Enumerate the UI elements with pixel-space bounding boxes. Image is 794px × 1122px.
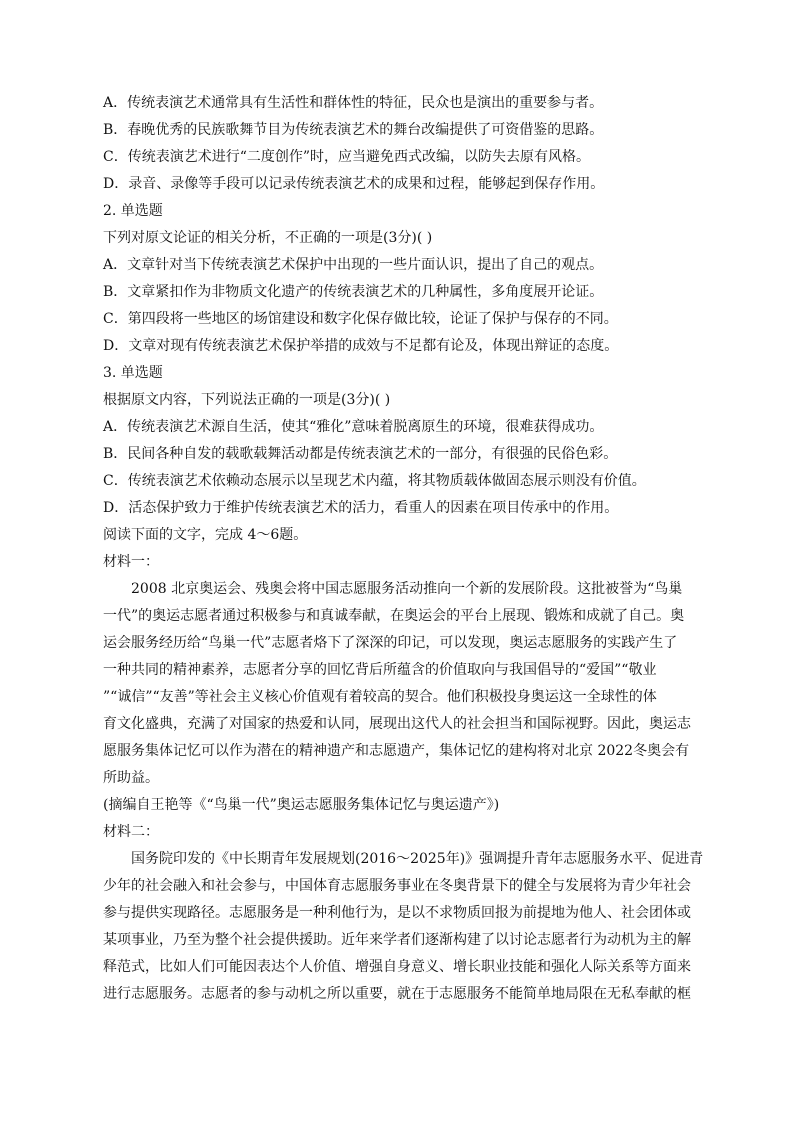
material-2 <box>103 819 703 1008</box>
material-2-heading: 材料二： <box>103 824 159 840</box>
q1-options <box>103 90 703 198</box>
exam-page <box>103 90 703 1008</box>
material-2-line: 进行志愿服务。志愿者的参与动机之所以重要，就在于志愿服务不能简单地局限在无私奉献的框 <box>103 986 691 1002</box>
q1-option-b[interactable]: B．春晚优秀的民族歌舞节目为传统表演艺术的舞台改编提供了可资借鉴的思路。 <box>103 122 604 138</box>
material-1-line: ”“诚信”“友善”等社会主义核心价值观有着较高的契合。他们积极投身奥运这一全球性的体 <box>103 689 657 705</box>
q3-option-a[interactable]: A．传统表演艺术源自生活，使其“雅化”意味着脱离原生的环境，很难获得成功。 <box>103 419 604 435</box>
material-1-line: 一代”的奥运志愿者通过积极参与和真诚奉献，在奥运会的平台上展现、锻炼和成就了自己。奥 <box>103 608 685 624</box>
q1-option-a[interactable]: A．传统表演艺术通常具有生活性和群体性的特征，民众也是演出的重要参与者。 <box>103 95 604 111</box>
material-1-line: 一种共同的精神素养，志愿者分享的回忆背后所蕴含的价值取向与我国倡导的“爱国”“敬业 <box>103 662 657 678</box>
material-1-line: 育文化盛典，充满了对国家的热爱和认同，展现出这代人的社会担当和国际视野。因此，奥运志 <box>103 716 691 732</box>
q3-option-b[interactable]: B．民间各种自发的载歌载舞活动都是传统表演艺术的一部分，有很强的民俗色彩。 <box>103 446 618 462</box>
q3-option-c[interactable]: C．传统表演艺术依赖动态展示以呈现艺术内蕴，将其物质载体做固态展示则没有价值。 <box>103 473 646 489</box>
q2-option-b[interactable]: B．文章紧扣作为非物质文化遗产的传统表演艺术的几种属性，多角度展开论证。 <box>103 284 604 300</box>
material-1-body <box>103 576 703 792</box>
q2-option-c[interactable]: C．第四段将一些地区的场馆建设和数字化保存做比较，论证了保护与保存的不同。 <box>103 311 618 327</box>
material-1-line: 运会服务经历给“鸟巢一代”志愿者烙下了深深的印记，可以发现，奥运志愿服务的实践产生了 <box>103 635 678 651</box>
material-2-line: 国务院印发的《中长期青年发展规划(2016～2025年)》强调提升青年志愿服务水平、促进青 <box>131 851 704 867</box>
q2-option-a[interactable]: A．文章针对当下传统表演艺术保护中出现的一些片面认识，提出了自己的观点。 <box>103 257 604 273</box>
material-1-source: (摘编自王艳等《“鸟巢一代”奥运志愿服务集体记忆与奥运遗产》) <box>103 797 500 813</box>
material-1-line: 所助益。 <box>103 770 159 786</box>
q2-option-d[interactable]: D．文章对现有传统表演艺术保护举措的成效与不足都有论及，体现出辩证的态度。 <box>103 338 619 354</box>
reading-instruction: 阅读下面的文字，完成 4～6题。 <box>103 527 308 543</box>
q2-stem: 下列对原文论证的相关分析，不正确的一项是(3分)( ) <box>103 230 433 246</box>
material-2-line: 参与提供实现路径。志愿服务是一种利他行为，是以不求物质回报为前提地为他人、社会团体或 <box>103 905 691 921</box>
q2-header: 2. 单选题 <box>103 203 163 219</box>
q3-header: 3. 单选题 <box>103 365 163 381</box>
material-2-body <box>103 846 703 1008</box>
q1-option-d[interactable]: D．录音、录像等手段可以记录传统表演艺术的成果和过程，能够起到保存作用。 <box>103 176 605 192</box>
material-1 <box>103 549 703 819</box>
question-3 <box>103 360 703 522</box>
q1-option-c[interactable]: C．传统表演艺术进行“二度创作”时，应当避免西式改编，以防失去原有风格。 <box>103 149 591 165</box>
material-2-line: 释范式，比如人们可能因表达个人价值、增强自身意义、增长职业技能和强化人际关系等方面来 <box>103 959 691 975</box>
material-2-line: 少年的社会融入和社会参与，中国体育志愿服务事业在冬奥背景下的健全与发展将为青少年社会 <box>103 878 691 894</box>
material-1-heading: 材料一： <box>103 554 159 570</box>
material-1-line: 愿服务集体记忆可以作为潜在的精神遗产和志愿遗产，集体记忆的建构将对北京 2022冬奥会有 <box>103 743 690 759</box>
material-1-line: 2008 北京奥运会、残奥会将中国志愿服务活动推向一个新的发展阶段。这批被誉为“鸟巢 <box>131 581 683 597</box>
q3-option-d[interactable]: D．活态保护致力于维护传统表演艺术的活力，看重人的因素在项目传承中的作用。 <box>103 500 619 516</box>
q3-stem: 根据原文内容，下列说法正确的一项是(3分)( ) <box>103 392 391 408</box>
question-2 <box>103 198 703 360</box>
material-2-line: 某项事业，乃至为整个社会提供援助。近年来学者们逐渐构建了以讨论志愿者行为动机为主的解 <box>103 932 691 948</box>
